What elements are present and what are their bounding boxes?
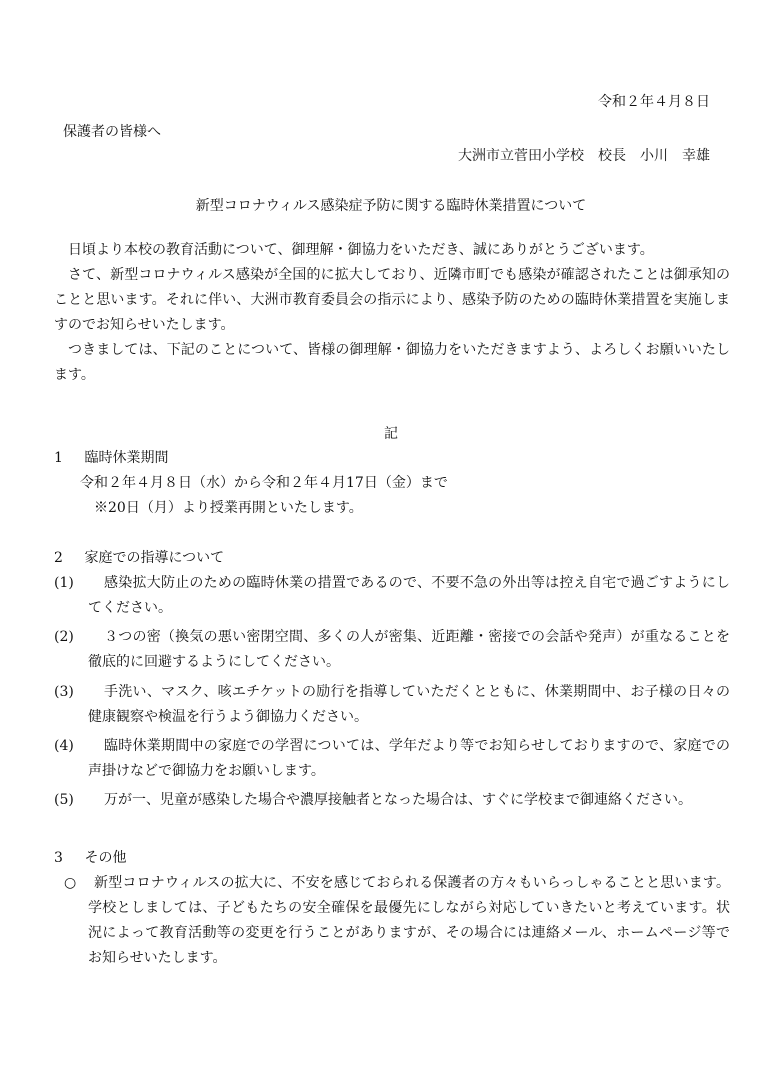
item-marker: (3)	[54, 684, 74, 700]
body-paragraph-3: つきましては、下記のことについて、皆様の御理解・御協力をいただきますよう、よろしくお願いいたします。	[54, 342, 730, 383]
body-paragraph-1: 日頃より本校の教育活動について、御理解・御協力をいただき、誠にありがとうございます。	[68, 242, 654, 258]
item-marker: (5)	[54, 792, 74, 808]
item-text: ３つの密（換気の悪い密閉空間、多くの人が密集、近距離・密接での会話や発声）が重なることを徹底的に回避するようにしてください。	[88, 629, 730, 670]
item-marker: (2)	[54, 629, 74, 645]
body-paragraph-2: さて、新型コロナウィルス感染が全国的に拡大しており、近隣市町でも感染が確認されたことは御承知のことと思います。それに伴い、大洲市教育委員会の指示により、感染予防のための臨時休業措置を実施しますのでお知らせいたします。	[54, 267, 730, 333]
item-marker: (1)	[54, 575, 74, 591]
circle-bullet-icon: ○	[64, 875, 77, 891]
list-item	[54, 734, 730, 784]
list-item	[54, 680, 730, 730]
sender: 大洲市立菅田小学校 校長 小川 幸雄	[458, 148, 710, 164]
closure-period: 令和２年４月８日（水）から令和２年４月17日（金）まで	[80, 475, 448, 491]
other-text: 新型コロナウィルスの拡大に、不安を感じておられる保護者の方々もいらっしゃることと思います。学校としましては、子どもたちの安全確保を最優先にしながら対応していきたいと考えています。状況によって教育活動等の変更を行うことがありますが、その場合には連絡メール、ホームページ等でお知らせいたします。	[88, 875, 730, 966]
item-text: 万が一、児童が感染した場合や濃厚接触者となった場合は、すぐに学校まで御連絡ください。	[104, 792, 692, 808]
section-1-heading	[54, 448, 168, 468]
section-3-heading	[54, 848, 126, 868]
section-number: 3	[54, 850, 63, 866]
resume-note: ※20日（月）より授業再開といたします。	[94, 500, 363, 516]
section-number: 1	[54, 450, 63, 466]
ki-heading: 記	[384, 426, 398, 442]
list-item	[54, 571, 730, 621]
section-number: 2	[54, 550, 63, 566]
section-title: 臨時休業期間	[84, 450, 169, 466]
section-2-heading	[54, 548, 224, 568]
list-item	[54, 788, 730, 813]
section-title: その他	[84, 850, 127, 866]
other-note	[54, 871, 730, 971]
section-title: 家庭での指導について	[84, 550, 225, 566]
document-title: 新型コロナウィルス感染症予防に関する臨時休業措置について	[195, 198, 587, 214]
item-marker: (4)	[54, 738, 74, 754]
item-text: 臨時休業期間中の家庭での学習については、学年だより等でお知らせしておりますので、家庭での声掛けなどで御協力をお願いします。	[88, 738, 730, 779]
recipient: 保護者の皆様へ	[63, 124, 161, 140]
document-date: 令和２年４月８日	[598, 94, 710, 110]
item-text: 感染拡大防止のための臨時休業の措置であるので、不要不急の外出等は控え自宅で過ごすようにしてください。	[88, 575, 730, 616]
item-text: 手洗い、マスク、咳エチケットの励行を指導していただくとともに、休業期間中、お子様の日々の健康観察や検温を行うよう御協力ください。	[88, 684, 730, 725]
list-item	[54, 625, 730, 675]
